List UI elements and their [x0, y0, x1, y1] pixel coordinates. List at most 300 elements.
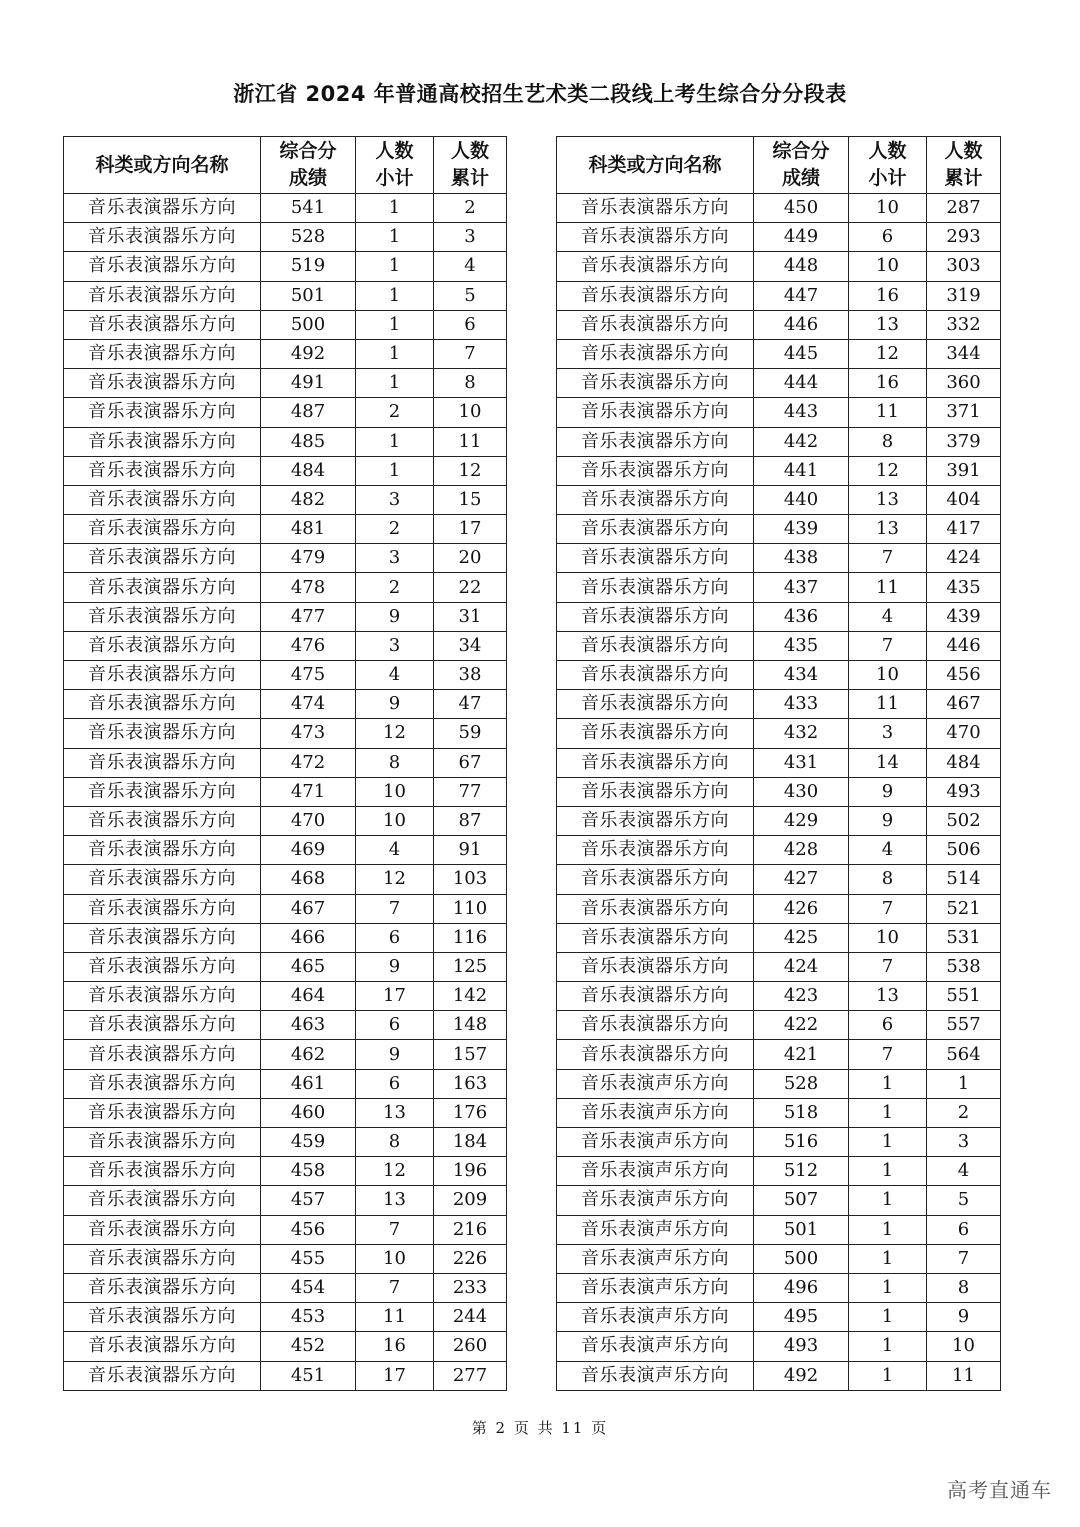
cell-score: 440: [754, 485, 849, 514]
cell-name: 音乐表演器乐方向: [64, 1361, 261, 1390]
cell-subtotal: 10: [356, 777, 434, 806]
cell-score: 476: [261, 631, 356, 660]
cell-score: 424: [754, 952, 849, 981]
cell-cumulative: 293: [927, 223, 1001, 252]
cell-cumulative: 332: [927, 310, 1001, 339]
table-row: [64, 631, 507, 660]
cell-cumulative: 484: [927, 748, 1001, 777]
cell-score: 491: [261, 369, 356, 398]
cell-cumulative: 564: [927, 1040, 1001, 1069]
table-row: [557, 836, 1001, 865]
cell-score: 495: [754, 1303, 849, 1332]
cell-score: 528: [754, 1069, 849, 1098]
table-row: [557, 485, 1001, 514]
cell-subtotal: 4: [849, 602, 927, 631]
cell-subtotal: 17: [356, 1361, 434, 1390]
table-row: [557, 1361, 1001, 1390]
cell-subtotal: 12: [356, 865, 434, 894]
cell-score: 433: [754, 690, 849, 719]
cell-score: 426: [754, 894, 849, 923]
cell-name: 音乐表演声乐方向: [557, 1128, 754, 1157]
cell-name: 音乐表演声乐方向: [557, 1186, 754, 1215]
cell-cumulative: 67: [434, 748, 507, 777]
cell-score: 422: [754, 1011, 849, 1040]
cell-cumulative: 116: [434, 923, 507, 952]
cell-subtotal: 7: [356, 1273, 434, 1302]
table-row: [64, 602, 507, 631]
cell-subtotal: 4: [849, 836, 927, 865]
cell-cumulative: 11: [434, 427, 507, 456]
cell-cumulative: 12: [434, 456, 507, 485]
cell-score: 460: [261, 1098, 356, 1127]
cell-score: 435: [754, 631, 849, 660]
cell-score: 500: [754, 1244, 849, 1273]
table-row: [557, 1157, 1001, 1186]
cell-score: 512: [754, 1157, 849, 1186]
cell-subtotal: 8: [356, 748, 434, 777]
cell-cumulative: 502: [927, 806, 1001, 835]
table-row: [557, 544, 1001, 573]
table-row: [64, 573, 507, 602]
cell-score: 427: [754, 865, 849, 894]
cell-subtotal: 3: [849, 719, 927, 748]
cell-name: 音乐表演器乐方向: [557, 631, 754, 660]
cell-name: 音乐表演器乐方向: [64, 748, 261, 777]
table-row: [557, 1303, 1001, 1332]
table-row: [557, 310, 1001, 339]
table-row: [64, 719, 507, 748]
cell-cumulative: 163: [434, 1069, 507, 1098]
cell-score: 470: [261, 806, 356, 835]
table-row: [64, 836, 507, 865]
cell-subtotal: 13: [849, 982, 927, 1011]
cell-subtotal: 10: [356, 1244, 434, 1273]
cell-score: 457: [261, 1186, 356, 1215]
cell-name: 音乐表演器乐方向: [64, 631, 261, 660]
cell-subtotal: 1: [356, 369, 434, 398]
table-row: [557, 1098, 1001, 1127]
cell-score: 428: [754, 836, 849, 865]
table-row: [64, 1361, 507, 1390]
cell-cumulative: 287: [927, 194, 1001, 223]
cell-subtotal: 10: [356, 806, 434, 835]
cell-name: 音乐表演器乐方向: [557, 719, 754, 748]
cell-cumulative: 176: [434, 1098, 507, 1127]
cell-name: 音乐表演器乐方向: [557, 894, 754, 923]
cell-score: 466: [261, 923, 356, 952]
cell-name: 音乐表演器乐方向: [64, 894, 261, 923]
cell-name: 音乐表演器乐方向: [64, 544, 261, 573]
cell-cumulative: 4: [927, 1157, 1001, 1186]
cell-subtotal: 1: [849, 1186, 927, 1215]
cell-subtotal: 1: [849, 1361, 927, 1390]
table-row: [557, 252, 1001, 281]
cell-name: 音乐表演器乐方向: [64, 952, 261, 981]
table-row: [64, 777, 507, 806]
cell-subtotal: 10: [849, 661, 927, 690]
score-table-right-body: [557, 194, 1001, 1391]
cell-name: 音乐表演器乐方向: [64, 456, 261, 485]
table-row: [64, 865, 507, 894]
cell-name: 音乐表演声乐方向: [557, 1215, 754, 1244]
cell-score: 425: [754, 923, 849, 952]
cell-score: 474: [261, 690, 356, 719]
table-row: [557, 339, 1001, 368]
cell-subtotal: 7: [356, 894, 434, 923]
cell-name: 音乐表演器乐方向: [557, 1011, 754, 1040]
table-row: [64, 1186, 507, 1215]
cell-cumulative: 87: [434, 806, 507, 835]
table-row: [557, 1069, 1001, 1098]
cell-cumulative: 31: [434, 602, 507, 631]
cell-subtotal: 3: [356, 544, 434, 573]
cell-score: 516: [754, 1128, 849, 1157]
cell-subtotal: 1: [849, 1273, 927, 1302]
cell-score: 464: [261, 982, 356, 1011]
table-row: [557, 602, 1001, 631]
cell-cumulative: 6: [927, 1215, 1001, 1244]
cell-name: 音乐表演器乐方向: [557, 690, 754, 719]
cell-cumulative: 1: [927, 1069, 1001, 1098]
cell-cumulative: 38: [434, 661, 507, 690]
cell-subtotal: 7: [849, 894, 927, 923]
cell-name: 音乐表演器乐方向: [557, 369, 754, 398]
cell-name: 音乐表演器乐方向: [557, 806, 754, 835]
header-cumulative: 人数 累计: [927, 137, 1001, 194]
cell-subtotal: 7: [849, 631, 927, 660]
table-row: [64, 1273, 507, 1302]
cell-subtotal: 9: [356, 602, 434, 631]
cell-subtotal: 1: [356, 339, 434, 368]
cell-score: 450: [754, 194, 849, 223]
cell-cumulative: 344: [927, 339, 1001, 368]
cell-cumulative: 4: [434, 252, 507, 281]
cell-name: 音乐表演器乐方向: [557, 427, 754, 456]
cell-cumulative: 10: [434, 398, 507, 427]
cell-name: 音乐表演器乐方向: [64, 223, 261, 252]
table-row: [64, 1011, 507, 1040]
cell-score: 468: [261, 865, 356, 894]
cell-score: 442: [754, 427, 849, 456]
table-row: [557, 923, 1001, 952]
cell-score: 456: [261, 1215, 356, 1244]
cell-subtotal: 6: [356, 1069, 434, 1098]
cell-score: 454: [261, 1273, 356, 1302]
cell-subtotal: 7: [849, 952, 927, 981]
cell-cumulative: 77: [434, 777, 507, 806]
cell-cumulative: 6: [434, 310, 507, 339]
cell-name: 音乐表演器乐方向: [64, 1157, 261, 1186]
cell-name: 音乐表演声乐方向: [557, 1157, 754, 1186]
cell-name: 音乐表演器乐方向: [64, 1186, 261, 1215]
cell-cumulative: 557: [927, 1011, 1001, 1040]
cell-name: 音乐表演器乐方向: [557, 223, 754, 252]
cell-subtotal: 12: [849, 339, 927, 368]
cell-subtotal: 16: [849, 281, 927, 310]
table-row: [557, 1273, 1001, 1302]
cell-cumulative: 404: [927, 485, 1001, 514]
cell-cumulative: 417: [927, 515, 1001, 544]
cell-subtotal: 11: [849, 398, 927, 427]
cell-name: 音乐表演器乐方向: [64, 602, 261, 631]
cell-score: 501: [754, 1215, 849, 1244]
cell-score: 437: [754, 573, 849, 602]
table-row: [557, 952, 1001, 981]
table-row: [557, 865, 1001, 894]
table-row: [64, 952, 507, 981]
cell-score: 477: [261, 602, 356, 631]
cell-name: 音乐表演器乐方向: [557, 194, 754, 223]
cell-name: 音乐表演器乐方向: [64, 982, 261, 1011]
cell-subtotal: 1: [849, 1303, 927, 1332]
cell-subtotal: 2: [356, 515, 434, 544]
table-row: [64, 456, 507, 485]
cell-score: 478: [261, 573, 356, 602]
cell-subtotal: 12: [849, 456, 927, 485]
cell-score: 462: [261, 1040, 356, 1069]
cell-subtotal: 2: [356, 573, 434, 602]
cell-cumulative: 125: [434, 952, 507, 981]
cell-score: 484: [261, 456, 356, 485]
cell-subtotal: 1: [356, 194, 434, 223]
table-row: [64, 281, 507, 310]
cell-subtotal: 9: [356, 1040, 434, 1069]
cell-subtotal: 11: [849, 573, 927, 602]
table-row: [64, 806, 507, 835]
table-row: [64, 661, 507, 690]
cell-score: 541: [261, 194, 356, 223]
table-row: [64, 1157, 507, 1186]
cell-subtotal: 16: [849, 369, 927, 398]
table-row: [557, 456, 1001, 485]
cell-cumulative: 11: [927, 1361, 1001, 1390]
cell-score: 471: [261, 777, 356, 806]
cell-score: 465: [261, 952, 356, 981]
cell-subtotal: 4: [356, 836, 434, 865]
cell-subtotal: 8: [356, 1128, 434, 1157]
table-row: [64, 194, 507, 223]
cell-cumulative: 209: [434, 1186, 507, 1215]
cell-subtotal: 1: [849, 1157, 927, 1186]
cell-subtotal: 1: [356, 252, 434, 281]
cell-score: 448: [754, 252, 849, 281]
table-row: [557, 369, 1001, 398]
cell-cumulative: 15: [434, 485, 507, 514]
cell-subtotal: 3: [356, 631, 434, 660]
cell-name: 音乐表演器乐方向: [557, 515, 754, 544]
table-row: [557, 1332, 1001, 1361]
cell-cumulative: 148: [434, 1011, 507, 1040]
cell-cumulative: 514: [927, 865, 1001, 894]
cell-subtotal: 1: [356, 223, 434, 252]
cell-subtotal: 1: [849, 1128, 927, 1157]
table-row: [64, 223, 507, 252]
cell-name: 音乐表演器乐方向: [557, 310, 754, 339]
cell-score: 446: [754, 310, 849, 339]
cell-name: 音乐表演器乐方向: [64, 1215, 261, 1244]
cell-score: 475: [261, 661, 356, 690]
cell-score: 463: [261, 1011, 356, 1040]
table-row: [557, 1011, 1001, 1040]
table-row: [64, 748, 507, 777]
header-cumulative: 人数 累计: [434, 137, 507, 194]
table-row: [64, 1244, 507, 1273]
cell-score: 423: [754, 982, 849, 1011]
cell-name: 音乐表演器乐方向: [64, 398, 261, 427]
cell-cumulative: 493: [927, 777, 1001, 806]
cell-subtotal: 14: [849, 748, 927, 777]
table-row: [557, 1244, 1001, 1273]
cell-cumulative: 157: [434, 1040, 507, 1069]
cell-subtotal: 13: [356, 1186, 434, 1215]
cell-cumulative: 5: [927, 1186, 1001, 1215]
cell-name: 音乐表演器乐方向: [557, 544, 754, 573]
cell-name: 音乐表演器乐方向: [64, 1332, 261, 1361]
cell-subtotal: 10: [849, 252, 927, 281]
cell-score: 487: [261, 398, 356, 427]
table-row: [64, 515, 507, 544]
table-row: [64, 894, 507, 923]
cell-score: 472: [261, 748, 356, 777]
table-row: [557, 661, 1001, 690]
cell-subtotal: 12: [356, 719, 434, 748]
cell-subtotal: 8: [849, 427, 927, 456]
header-score: 综合分 成绩: [261, 137, 356, 194]
cell-subtotal: 1: [849, 1215, 927, 1244]
page-title: 浙江省 2024 年普通高校招生艺术类二段线上考生综合分分段表: [233, 82, 847, 106]
cell-score: 434: [754, 661, 849, 690]
cell-score: 444: [754, 369, 849, 398]
cell-subtotal: 6: [356, 1011, 434, 1040]
table-row: [64, 1098, 507, 1127]
table-row: [557, 719, 1001, 748]
cell-cumulative: 103: [434, 865, 507, 894]
cell-subtotal: 13: [356, 1098, 434, 1127]
cell-cumulative: 22: [434, 573, 507, 602]
cell-cumulative: 7: [434, 339, 507, 368]
cell-name: 音乐表演声乐方向: [557, 1273, 754, 1302]
table-header-row: [64, 137, 507, 194]
table-row: [64, 1069, 507, 1098]
cell-subtotal: 1: [849, 1069, 927, 1098]
cell-name: 音乐表演器乐方向: [557, 923, 754, 952]
cell-score: 492: [754, 1361, 849, 1390]
cell-subtotal: 9: [849, 806, 927, 835]
table-row: [64, 369, 507, 398]
cell-cumulative: 260: [434, 1332, 507, 1361]
table-row: [557, 223, 1001, 252]
cell-score: 479: [261, 544, 356, 573]
table-row: [557, 398, 1001, 427]
cell-cumulative: 216: [434, 1215, 507, 1244]
cell-name: 音乐表演器乐方向: [557, 1040, 754, 1069]
cell-name: 音乐表演器乐方向: [64, 310, 261, 339]
cell-subtotal: 1: [356, 456, 434, 485]
cell-score: 439: [754, 515, 849, 544]
table-row: [557, 281, 1001, 310]
cell-cumulative: 531: [927, 923, 1001, 952]
cell-cumulative: 110: [434, 894, 507, 923]
table-row: [64, 485, 507, 514]
cell-subtotal: 6: [849, 223, 927, 252]
cell-score: 451: [261, 1361, 356, 1390]
cell-name: 音乐表演器乐方向: [64, 923, 261, 952]
cell-score: 436: [754, 602, 849, 631]
table-row: [64, 339, 507, 368]
cell-name: 音乐表演器乐方向: [557, 456, 754, 485]
cell-score: 445: [754, 339, 849, 368]
cell-cumulative: 551: [927, 982, 1001, 1011]
table-row: [557, 982, 1001, 1011]
cell-score: 431: [754, 748, 849, 777]
cell-subtotal: 13: [849, 310, 927, 339]
cell-cumulative: 379: [927, 427, 1001, 456]
header-subtotal: 人数 小计: [356, 137, 434, 194]
cell-name: 音乐表演器乐方向: [557, 777, 754, 806]
cell-score: 461: [261, 1069, 356, 1098]
cell-cumulative: 3: [927, 1128, 1001, 1157]
table-row: [557, 573, 1001, 602]
cell-score: 469: [261, 836, 356, 865]
cell-cumulative: 8: [434, 369, 507, 398]
table-row: [64, 1332, 507, 1361]
cell-cumulative: 233: [434, 1273, 507, 1302]
cell-cumulative: 10: [927, 1332, 1001, 1361]
cell-subtotal: 2: [356, 398, 434, 427]
cell-cumulative: 303: [927, 252, 1001, 281]
cell-subtotal: 3: [356, 485, 434, 514]
cell-subtotal: 6: [849, 1011, 927, 1040]
table-row: [64, 923, 507, 952]
table-row: [557, 427, 1001, 456]
cell-score: 432: [754, 719, 849, 748]
cell-cumulative: 142: [434, 982, 507, 1011]
cell-cumulative: 184: [434, 1128, 507, 1157]
cell-cumulative: 9: [927, 1303, 1001, 1332]
cell-score: 493: [754, 1332, 849, 1361]
cell-cumulative: 7: [927, 1244, 1001, 1273]
cell-cumulative: 446: [927, 631, 1001, 660]
cell-name: 音乐表演器乐方向: [557, 485, 754, 514]
cell-score: 492: [261, 339, 356, 368]
cell-name: 音乐表演器乐方向: [64, 865, 261, 894]
cell-cumulative: 244: [434, 1303, 507, 1332]
table-row: [557, 690, 1001, 719]
cell-cumulative: 277: [434, 1361, 507, 1390]
table-row: [64, 690, 507, 719]
cell-subtotal: 9: [356, 690, 434, 719]
cell-subtotal: 4: [356, 661, 434, 690]
cell-subtotal: 7: [849, 1040, 927, 1069]
table-row: [64, 1215, 507, 1244]
table-row: [557, 194, 1001, 223]
cell-name: 音乐表演器乐方向: [64, 1273, 261, 1302]
table-row: [557, 806, 1001, 835]
cell-subtotal: 10: [849, 194, 927, 223]
table-row: [557, 1215, 1001, 1244]
cell-subtotal: 11: [356, 1303, 434, 1332]
table-row: [64, 544, 507, 573]
cell-cumulative: 91: [434, 836, 507, 865]
cell-score: 452: [261, 1332, 356, 1361]
cell-subtotal: 16: [356, 1332, 434, 1361]
cell-name: 音乐表演器乐方向: [557, 339, 754, 368]
cell-name: 音乐表演器乐方向: [64, 1128, 261, 1157]
cell-subtotal: 9: [356, 952, 434, 981]
cell-subtotal: 7: [849, 544, 927, 573]
cell-name: 音乐表演器乐方向: [64, 777, 261, 806]
cell-score: 485: [261, 427, 356, 456]
